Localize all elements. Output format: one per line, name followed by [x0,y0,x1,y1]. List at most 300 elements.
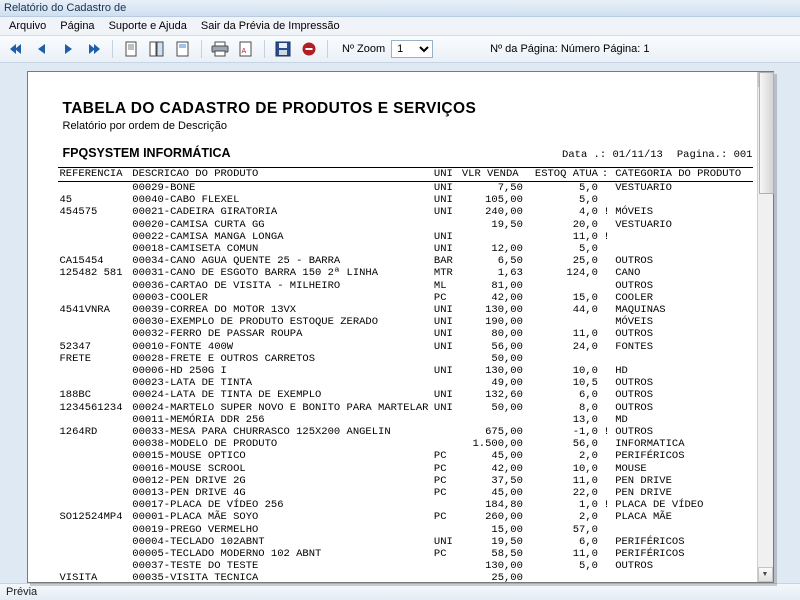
cell-flag [600,438,613,450]
scroll-down-icon[interactable]: ▼ [758,567,773,582]
table-row [58,475,753,487]
cell-flag: ! [603,425,610,438]
table-header-row [58,167,753,181]
cell-descricao: 00024-MARTELO SUPER NOVO E BONITO PARA MARTELAR [132,401,429,414]
cell-descricao: 00005-TECLADO MODERNO 102 ABNT [132,548,322,560]
cell-vlr-venda: 105,00 [485,194,523,207]
cell-flag [600,450,613,462]
cell-estoq-atua: -1,0 [572,425,598,438]
cell-descricao: 00011-MEMÓRIA DDR 256 [132,413,265,426]
cell-flag [600,463,613,475]
cell-estoq-atua: 4,0 [579,206,598,219]
cell-uni: UNI [433,194,453,207]
cell-referencia [58,475,131,487]
cell-estoq-atua: 5,0 [579,181,598,194]
cell-flag: ! [603,206,610,219]
cell-flag [600,511,613,523]
menu-suporte-ajuda[interactable]: Suporte e Ajuda [108,20,187,33]
cell-categoria: PERIFÉRICOS [615,450,685,463]
cell-categoria: PERIFÉRICOS [615,548,685,560]
cell-categoria: HD [615,364,628,377]
cell-descricao: 00040-CABO FLEXEL [132,194,240,207]
cell-descricao: 00020-CAMISA CURTA GG [132,218,265,231]
cell-vlr-venda: 50,00 [491,401,523,414]
cell-categoria: PLACA DE VÍDEO [615,499,704,512]
cell-vlr-venda: 1.500,00 [472,438,523,451]
page-vertical-scrollbar[interactable] [757,72,773,582]
cell-uni: UNI [433,364,453,377]
table-row [58,560,753,572]
report-date: Data .: 01/11/13 [562,148,663,161]
cell-estoq-atua: 11,0 [572,230,598,243]
header-referencia: REFERENCIA [58,167,131,181]
cell-categoria: VESTUARIO [615,181,672,194]
cell-estoq-atua: 1,0 [579,499,598,512]
report-header-row [63,146,753,161]
cell-referencia [58,548,131,560]
cell-uni [432,353,460,365]
cell-estoq-atua: 124,0 [566,267,598,280]
cell-estoq-atua: 10,0 [572,462,598,475]
cell-categoria [613,572,752,584]
cell-uni: PC [433,486,447,499]
next-page-icon[interactable] [56,37,80,61]
cell-estoq-atua [533,280,600,292]
cell-referencia: 125482 581 [59,267,123,280]
window-title: Relatório do Cadastro de [4,2,127,15]
cell-flag [600,572,613,584]
zoom-label: Nº Zoom [342,43,386,56]
cell-estoq-atua: 5,0 [579,560,598,573]
cell-flag [600,402,613,414]
products-table [58,167,753,585]
table-row [58,267,753,279]
cell-vlr-venda: 25,00 [491,572,523,585]
cell-referencia [58,181,131,194]
cell-categoria: VESTUARIO [615,218,672,231]
page-number-label: Nº da Página: Número Página: 1 [490,43,650,56]
menu-bar [0,17,800,36]
cell-descricao: 00028-FRETE E OUTROS CARRETOS [132,352,316,365]
cell-categoria [613,194,752,206]
cell-referencia: 188BC [59,389,92,402]
cell-uni: PC [433,548,447,560]
cell-categoria: MÓVEIS [615,316,653,329]
header-descricao: DESCRICAO DO PRODUTO [130,167,432,181]
cell-vlr-venda: 15,00 [491,523,523,536]
header-uni: UNI [432,167,460,181]
cell-flag [600,536,613,548]
cell-flag [600,524,613,536]
paper-wrapper [20,71,780,583]
table-row [58,511,753,523]
cell-uni: UNI [433,389,453,402]
cell-referencia [58,243,131,255]
cell-referencia: 45 [59,194,73,207]
cell-flag [600,341,613,353]
cell-uni [432,377,460,389]
cell-estoq-atua: 5,0 [579,194,598,207]
menu-sair-previa[interactable]: Sair da Prévia de Impressão [200,20,340,33]
cell-vlr-venda: 130,00 [485,303,523,316]
cell-categoria: OUTROS [615,401,653,414]
previous-page-icon[interactable] [30,37,54,61]
cell-uni: PC [433,462,447,475]
table-row [58,219,753,231]
cell-descricao: 00039-CORREA DO MOTOR 13VX [132,303,297,316]
table-row [58,499,753,511]
cell-flag [600,194,613,206]
cell-descricao: 00010-FONTE 400W [132,340,234,353]
cell-categoria: COOLER [615,291,653,304]
cell-vlr-venda [460,414,533,426]
cell-uni: PC [433,450,447,463]
cell-flag [600,328,613,340]
table-row [58,438,753,450]
cell-descricao: 00004-TECLADO 102ABNT [132,535,265,548]
cell-referencia [58,414,131,426]
cell-vlr-venda: 37,50 [491,474,523,487]
cell-flag [600,181,613,194]
cell-uni: UNI [433,242,453,255]
cell-vlr-venda: 1,63 [497,267,523,280]
report-page-number: Pagina.: 001 [676,148,753,161]
cell-descricao: 00029-BONE [132,181,196,194]
cell-referencia [58,463,131,475]
cell-referencia [58,219,131,231]
cell-categoria: OUTROS [615,255,653,268]
company-name: FPQSYSTEM INFORMÁTICA [62,145,231,160]
cell-referencia [58,377,131,389]
cell-estoq-atua: 6,0 [579,389,598,402]
cell-estoq-atua: 57,0 [572,523,598,536]
cell-descricao: 00013-PEN DRIVE 4G [132,486,246,499]
cell-categoria: PEN DRIVE [615,474,672,487]
preview-area [0,63,800,583]
cell-descricao: 00036-CARTAO DE VISITA - MILHEIRO [132,279,341,292]
cell-uni [432,426,460,438]
cell-vlr-venda: 260,00 [485,511,523,524]
table-row [58,292,753,304]
cell-uni [432,524,460,536]
table-row [58,426,753,438]
table-row [58,280,753,292]
cell-estoq-atua: 24,0 [572,340,598,353]
cell-vlr-venda: 81,00 [491,279,523,292]
title-bar [0,0,800,17]
header-flag: : [600,167,613,181]
cell-flag [600,365,613,377]
cell-vlr-venda: 58,50 [491,548,523,560]
table-row [58,194,753,206]
cell-estoq-atua: 25,0 [572,255,598,268]
cell-uni [432,438,460,450]
cell-vlr-venda: 50,00 [491,352,523,365]
cell-vlr-venda: 56,00 [491,340,523,353]
cell-descricao: 00037-TESTE DO TESTE [132,560,259,573]
page-setup-icon[interactable] [171,37,195,61]
cell-referencia: VISITA [59,572,98,585]
cell-estoq-atua: 11,0 [572,548,598,560]
report-page [27,71,774,583]
table-row [58,328,753,340]
export-pdf-icon[interactable] [234,37,258,61]
cell-vlr-venda: 130,00 [485,364,523,377]
toolbar [0,36,800,62]
cell-referencia: 52347 [59,340,92,353]
table-row [58,487,753,499]
cell-categoria: OUTROS [615,279,653,292]
cell-categoria [613,231,752,243]
cell-descricao: 00001-PLACA MÃE SOYO [132,511,259,524]
cell-vlr-venda: 675,00 [485,425,523,438]
status-bar [0,583,800,600]
first-page-icon[interactable] [4,37,28,61]
table-row [58,353,753,365]
cell-estoq-atua [533,316,600,328]
cell-descricao: 00017-PLACA DE VÍDEO 256 [132,499,284,512]
header-estoq-atua: ESTOQ ATUA [534,167,598,180]
cell-vlr-venda: 240,00 [485,206,523,219]
cell-uni: ML [433,279,447,292]
header-vlr-venda: VLR VENDA [460,167,533,181]
cell-descricao: 00031-CANO DE ESGOTO BARRA 150 2ª LINHA [132,267,379,280]
cell-uni: UNI [433,303,453,316]
cell-flag [600,353,613,365]
cell-uni: UNI [433,328,453,341]
cell-vlr-venda: 7,50 [497,181,523,194]
cell-flag [600,487,613,499]
cell-uni: PC [433,474,447,487]
cell-vlr-venda: 45,00 [491,486,523,499]
cell-estoq-atua [533,353,600,365]
cell-descricao: 00006-HD 250G I [132,364,227,377]
cell-descricao: 00034-CANO AGUA QUENTE 25 - BARRA [132,255,341,268]
two-page-view-icon[interactable] [145,37,169,61]
menu-arquivo[interactable]: Arquivo [9,20,47,33]
cell-uni [432,560,460,572]
cell-uni [432,219,460,231]
cell-descricao: 00012-PEN DRIVE 2G [132,474,246,487]
cell-flag [600,389,613,401]
cell-descricao: 00035-VISITA TECNICA [132,572,259,585]
cell-uni: UNI [433,206,453,219]
cell-estoq-atua: 20,0 [572,218,598,231]
cell-flag [600,316,613,328]
report-subtitle: Relatório por ordem de Descrição [62,119,227,132]
cell-categoria: OUTROS [615,560,653,573]
cell-vlr-venda: 132,60 [485,389,523,402]
cell-flag [600,475,613,487]
zoom-select[interactable] [391,40,433,58]
cell-referencia: FRETE [59,352,92,365]
cell-descricao: 00015-MOUSE OPTICO [132,450,246,463]
cell-categoria: PEN DRIVE [615,486,672,499]
cell-referencia [58,450,131,462]
cell-categoria: MAQUINAS [615,303,666,316]
cell-referencia [58,438,131,450]
cell-referencia [58,328,131,340]
cell-vlr-venda [460,231,533,243]
cell-descricao: 00030-EXEMPLO DE PRODUTO ESTOQUE ZERADO [132,316,379,329]
cell-descricao: 00024-LATA DE TINTA DE EXEMPLO [132,389,322,402]
cell-referencia [58,231,131,243]
cell-flag: ! [603,499,610,512]
table-row [58,402,753,414]
cell-categoria: FONTES [615,340,653,353]
cell-uni: PC [433,291,447,304]
cell-vlr-venda: 6,50 [497,255,523,268]
cell-flag [600,255,613,267]
cell-descricao: 00033-MESA PARA CHURRASCO 125X200 ANGELIN [132,425,391,438]
status-text: Prévia [6,585,38,598]
cell-uni: UNI [433,535,453,548]
cell-estoq-atua: 15,0 [572,291,598,304]
cell-flag [600,560,613,572]
cell-flag [600,304,613,316]
cell-flag [600,267,613,279]
cell-estoq-atua [533,572,600,584]
cell-flag: ! [603,230,610,243]
table-row [58,389,753,401]
cell-referencia [58,280,131,292]
cell-uni: BAR [433,255,453,268]
cell-flag [600,280,613,292]
last-page-icon[interactable] [82,37,106,61]
table-row [58,243,753,255]
cell-referencia: 454575 [59,206,98,219]
toolbar-separator-4 [327,40,328,58]
cell-referencia [58,316,131,328]
cell-descricao: 00016-MOUSE SCROOL [132,462,246,475]
cell-uni: UNI [433,340,453,353]
cell-descricao: 00003-COOLER [132,291,208,304]
cell-descricao: 00032-FERRO DE PASSAR ROUPA [132,328,303,341]
cell-estoq-atua: 10,0 [572,364,598,377]
cell-uni: MTR [433,267,453,280]
cell-estoq-atua: 56,0 [572,438,598,451]
cell-referencia: CA15454 [59,255,104,268]
cell-flag [600,292,613,304]
cell-referencia: SO12524MP4 [59,511,123,524]
cell-referencia [58,487,131,499]
table-row [58,463,753,475]
cell-vlr-venda: 184,80 [485,499,523,512]
cell-vlr-venda: 42,00 [491,291,523,304]
cell-categoria: MÓVEIS [615,206,653,219]
cell-categoria: MD [615,413,628,426]
cell-estoq-atua: 44,0 [572,303,598,316]
table-row [58,536,753,548]
cell-estoq-atua: 8,0 [579,401,598,414]
cell-referencia [58,292,131,304]
cell-categoria: MOUSE [615,462,647,475]
report-body [28,72,773,585]
cell-vlr-venda: 130,00 [485,560,523,573]
table-row [58,524,753,536]
table-row [58,572,753,584]
cell-estoq-atua: 10,5 [572,377,598,390]
cell-vlr-venda: 190,00 [485,316,523,329]
cell-vlr-venda: 42,00 [491,462,523,475]
table-row [58,316,753,328]
cell-vlr-venda: 12,00 [491,242,523,255]
cell-categoria: OUTROS [615,425,653,438]
cell-vlr-venda: 80,00 [491,328,523,341]
cell-categoria: PERIFÉRICOS [615,535,685,548]
cell-categoria [613,243,752,255]
cell-flag [600,243,613,255]
table-row [58,206,753,218]
products-table-body [58,181,753,584]
cell-categoria: OUTROS [615,328,653,341]
cell-flag [600,219,613,231]
table-row [58,304,753,316]
cell-uni [432,499,460,511]
cell-estoq-atua: 6,0 [579,535,598,548]
table-row [58,231,753,243]
table-row [58,365,753,377]
cell-estoq-atua: 11,0 [572,328,598,341]
table-row [58,548,753,560]
cell-uni: UNI [433,230,453,243]
cell-vlr-venda: 49,00 [491,377,523,390]
table-row [58,450,753,462]
cell-descricao: 00038-MODELO DE PRODUTO [132,438,278,451]
cell-referencia [58,499,131,511]
cell-referencia [58,536,131,548]
menu-pagina[interactable]: Página [60,20,95,33]
cell-vlr-venda: 19,50 [491,535,523,548]
cell-categoria: PLACA MÃE [615,511,672,524]
cell-categoria: INFORMATICA [615,438,685,451]
cell-vlr-venda: 45,00 [491,450,523,463]
cell-referencia: 4541VNRA [59,303,110,316]
close-icon[interactable] [297,37,321,61]
print-icon[interactable] [208,37,232,61]
cell-referencia: 1264RD [59,425,98,438]
cell-vlr-venda: 19,50 [491,218,523,231]
page-view-icon[interactable] [119,37,143,61]
svg-text:A: A [241,48,247,56]
cell-estoq-atua: 2,0 [579,450,598,463]
cell-flag [600,548,613,560]
cell-referencia [58,524,131,536]
cell-referencia: 1234561234 [59,401,123,414]
table-row [58,414,753,426]
vertical-scroll-thumb[interactable] [759,72,774,194]
cell-uni: PC [433,511,447,524]
save-icon[interactable] [271,37,295,61]
table-row [58,341,753,353]
cell-estoq-atua: 2,0 [579,511,598,524]
cell-uni: UNI [433,181,453,194]
table-row [58,255,753,267]
cell-estoq-atua: 5,0 [579,242,598,255]
toolbar-separator-3 [264,40,265,58]
toolbar-separator-2 [201,40,202,58]
cell-flag [600,377,613,389]
cell-uni [432,414,460,426]
header-categoria: CATEGORIA DO PRODUTO [613,167,752,181]
cell-estoq-atua: 11,0 [572,474,598,487]
table-row [58,181,753,194]
cell-descricao: 00023-LATA DE TINTA [132,377,253,390]
report-title: TABELA DO CADASTRO DE PRODUTOS E SERVIÇOS [62,99,477,117]
cell-referencia [58,365,131,377]
cell-referencia [58,560,131,572]
cell-estoq-atua: 13,0 [572,413,598,426]
